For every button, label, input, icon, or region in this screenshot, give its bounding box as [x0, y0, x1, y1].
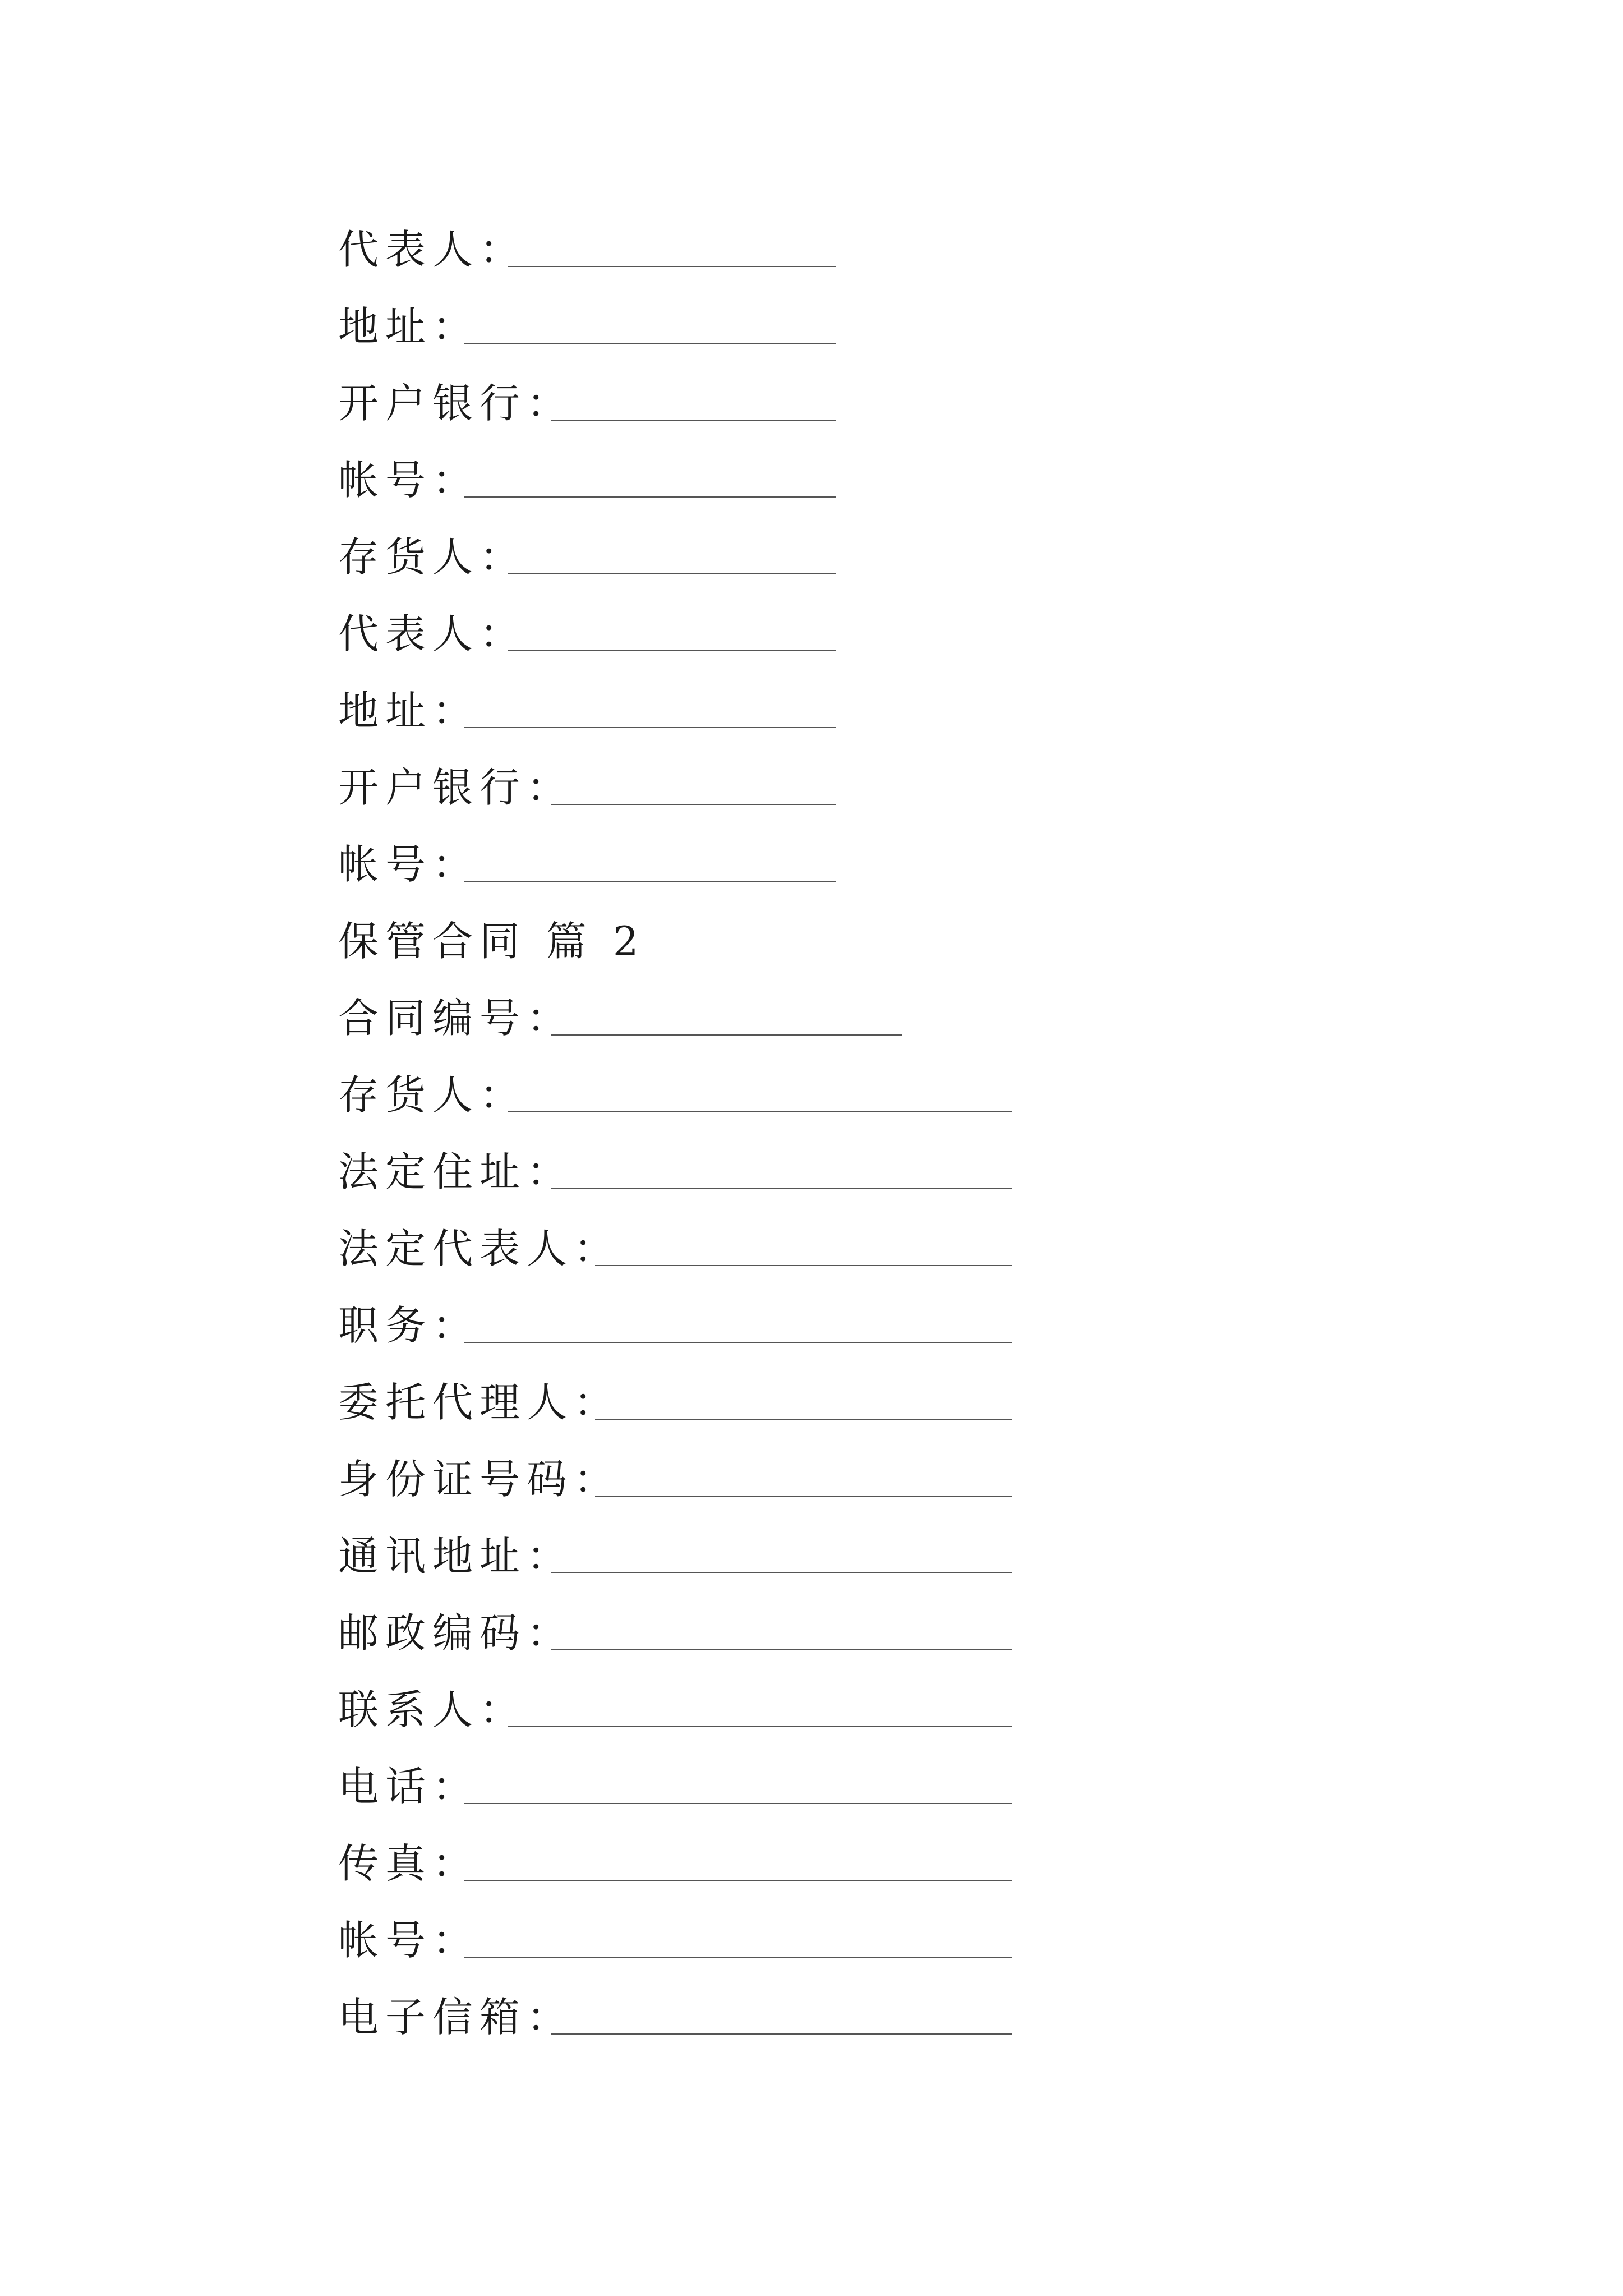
fill-in-blank	[551, 420, 836, 421]
field-label: 帐号：	[338, 1916, 480, 1964]
fill-in-blank	[551, 1188, 1012, 1189]
field-label: 法定代表人：	[338, 1225, 621, 1272]
fill-in-blank	[508, 650, 836, 651]
field-line	[338, 746, 1404, 822]
fill-in-blank	[464, 727, 836, 728]
fill-in-blank	[551, 1649, 1012, 1650]
fill-in-blank	[551, 804, 836, 805]
fill-in-blank	[464, 1957, 1012, 1958]
field-label: 存货人：	[338, 533, 527, 581]
fill-in-blank	[508, 1111, 1012, 1112]
field-label: 地址：	[338, 302, 480, 350]
field-label: 通讯地址：	[338, 1532, 574, 1580]
fill-in-blank	[595, 1265, 1012, 1266]
fill-in-blank	[464, 1880, 1012, 1881]
fill-in-blank	[464, 496, 836, 498]
fill-in-blank	[508, 266, 836, 267]
field-label: 身份证号码：	[338, 1455, 621, 1503]
field-label: 联系人：	[338, 1686, 527, 1733]
field-line	[338, 1514, 1404, 1591]
fill-in-blank	[464, 1342, 1012, 1343]
fill-in-blank	[551, 1034, 902, 1036]
field-line	[338, 669, 1404, 746]
fill-in-blank	[464, 343, 836, 344]
field-line	[338, 438, 1404, 515]
field-label: 法定住址：	[338, 1148, 574, 1195]
field-line	[338, 1668, 1404, 1745]
field-label: 帐号：	[338, 456, 480, 504]
field-label: 邮政编码：	[338, 1609, 574, 1657]
field-line	[338, 1437, 1404, 1514]
field-label: 开户银行：	[338, 379, 574, 427]
fill-in-blank	[464, 881, 836, 882]
field-line	[338, 1360, 1404, 1437]
fill-in-blank	[464, 1803, 1012, 1804]
fill-in-blank	[508, 573, 836, 574]
field-label: 代表人：	[338, 226, 527, 273]
field-line	[338, 1130, 1404, 1207]
field-line	[338, 592, 1404, 669]
field-line	[338, 515, 1404, 592]
field-line	[338, 208, 1404, 284]
field-label: 开户银行：	[338, 763, 574, 811]
field-line	[338, 284, 1404, 361]
field-label: 地址：	[338, 687, 480, 734]
fill-in-blank	[508, 1726, 1012, 1727]
field-label: 传真：	[338, 1839, 480, 1887]
field-line	[338, 1053, 1404, 1130]
field-line	[338, 822, 1404, 899]
field-label: 委托代理人：	[338, 1378, 621, 1426]
field-line	[338, 1591, 1404, 1668]
field-line	[338, 976, 1404, 1053]
field-label: 电话：	[338, 1763, 480, 1810]
section-title: 保管合同 篇 2	[338, 917, 645, 965]
document-body	[338, 208, 1404, 2052]
field-line	[338, 1898, 1404, 1975]
fill-in-blank	[551, 1572, 1012, 1573]
field-line	[338, 1975, 1404, 2052]
field-line	[338, 1821, 1404, 1898]
field-label: 存货人：	[338, 1071, 527, 1119]
field-label: 合同编号：	[338, 994, 574, 1042]
field-line	[338, 361, 1404, 438]
field-line	[338, 1745, 1404, 1821]
section-heading	[338, 899, 1404, 976]
field-label: 代表人：	[338, 610, 527, 657]
field-label: 职务：	[338, 1301, 480, 1349]
fill-in-blank	[595, 1496, 1012, 1497]
field-label: 帐号：	[338, 840, 480, 888]
field-line	[338, 1207, 1404, 1283]
fill-in-blank	[595, 1419, 1012, 1420]
field-line	[338, 1283, 1404, 1360]
fill-in-blank	[551, 2033, 1012, 2035]
field-label: 电子信箱：	[338, 1993, 574, 2041]
